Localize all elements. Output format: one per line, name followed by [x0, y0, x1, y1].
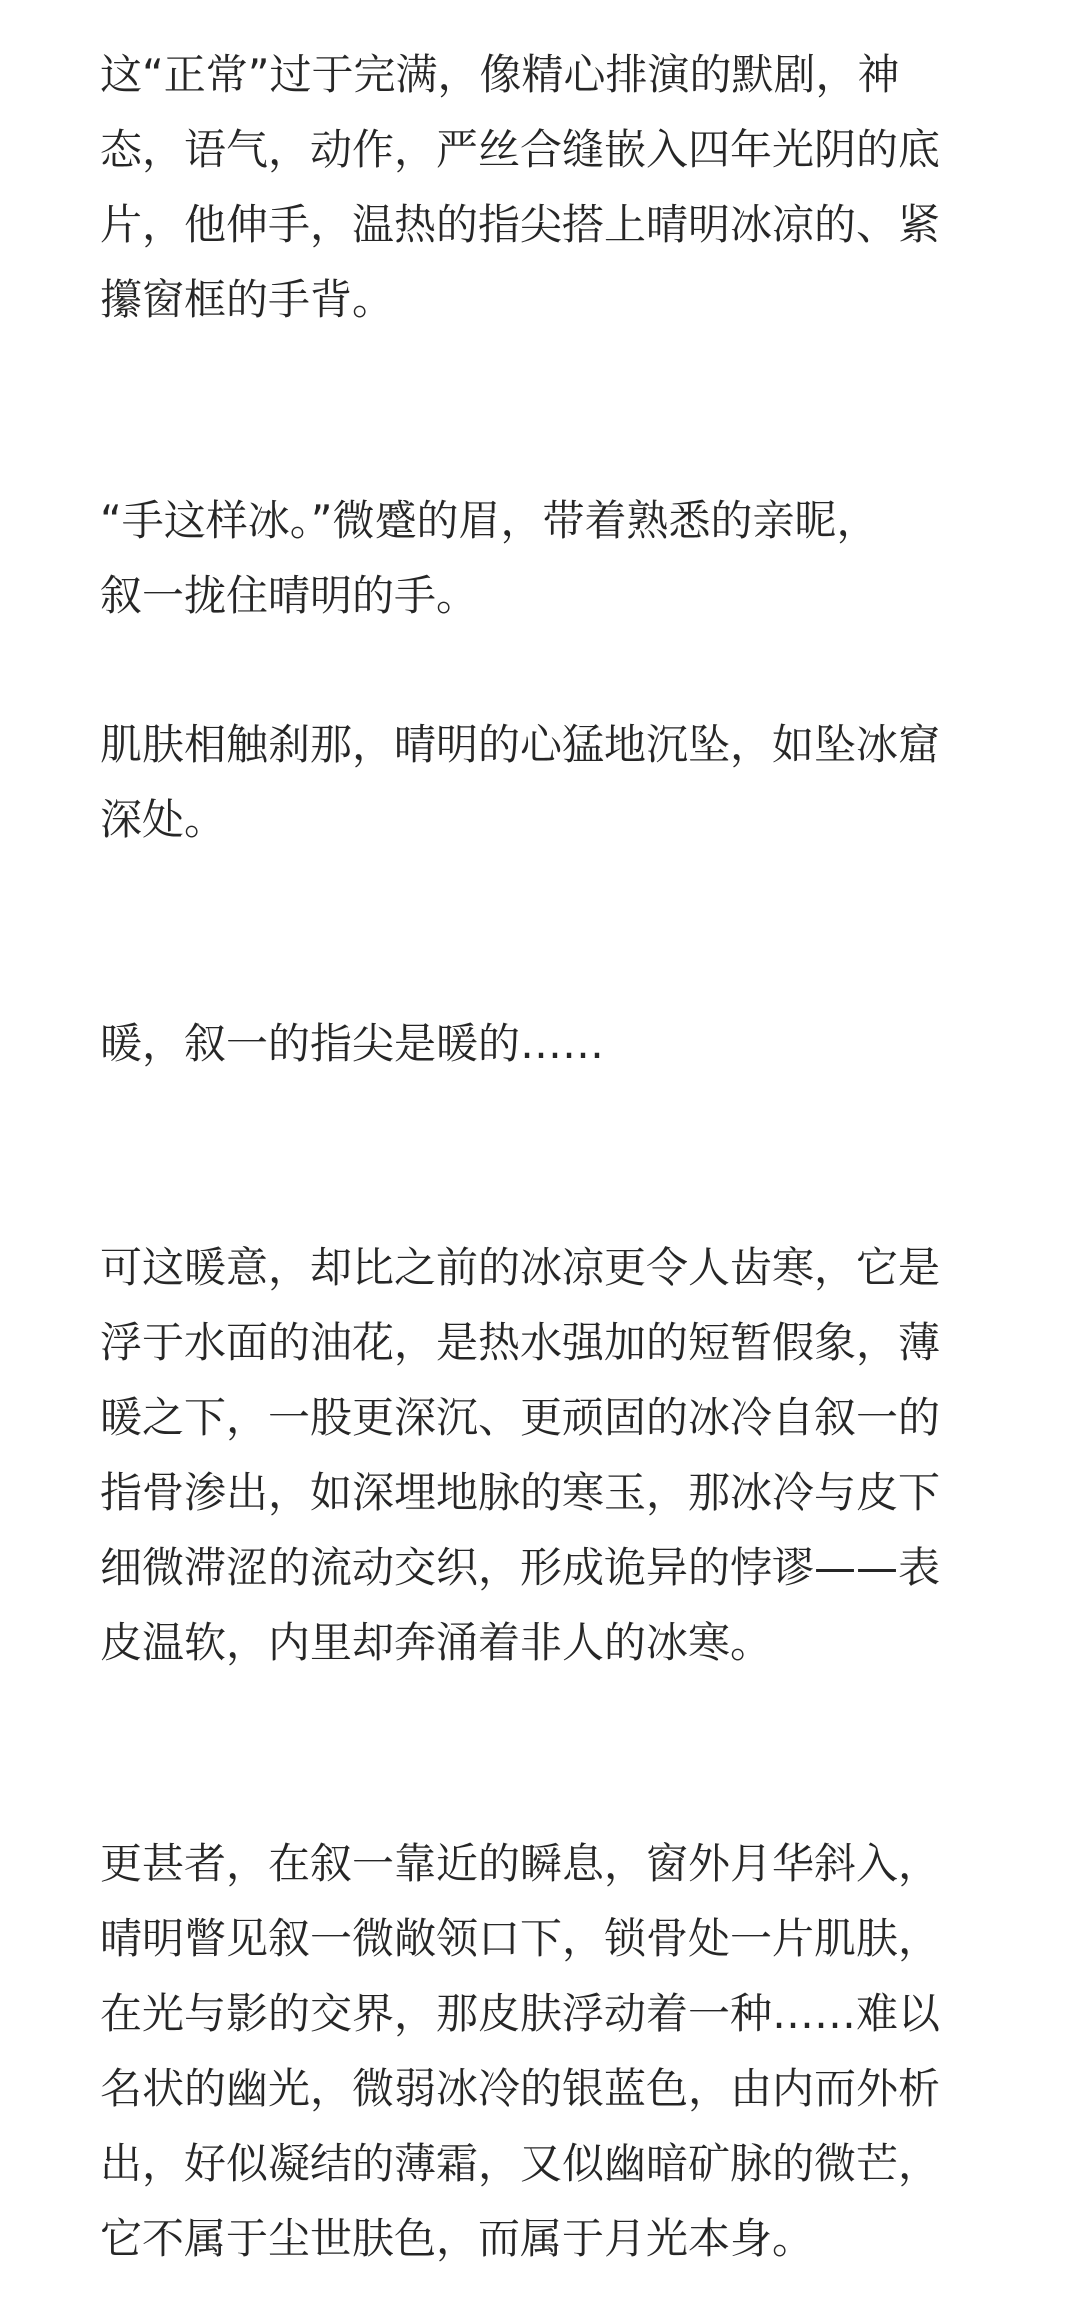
text-line: 可这暖意，却比之前的冰凉更令人齿寒，它是	[100, 1243, 941, 1292]
text-line: 暖之下，一股更深沉、更顽固的冰冷自叙一的	[100, 1393, 941, 1442]
text-line: 更甚者，在叙一靠近的瞬息，窗外月华斜入，	[100, 1839, 941, 1888]
text-line: 攥窗框的手背。	[100, 275, 395, 324]
paragraph-5	[100, 1230, 980, 1680]
paragraph-2	[100, 483, 980, 633]
paragraph-4	[100, 1006, 980, 1081]
paragraph-1	[100, 37, 980, 337]
text-line: 名状的幽光，微弱冰冷的银蓝色，由内而外析	[100, 2064, 941, 2113]
text-line: 出，好似凝结的薄霜，又似幽暗矿脉的微芒，	[100, 2139, 941, 2188]
text-line: 片，他伸手，温热的指尖搭上晴明冰凉的、紧	[100, 200, 941, 249]
text-line: 在光与影的交界，那皮肤浮动着一种……难以	[100, 1989, 941, 2038]
text-line: 深处。	[100, 795, 227, 844]
text-line: 暖，叙一的指尖是暖的……	[100, 1019, 605, 1068]
text-line: 晴明瞥见叙一微敞领口下，锁骨处一片肌肤，	[100, 1914, 941, 1963]
text-line: 叙一拢住晴明的手。	[100, 571, 479, 620]
text-line: 态，语气，动作，严丝合缝嵌入四年光阴的底	[100, 125, 941, 174]
paragraph-6	[100, 1826, 980, 2276]
text-line: 细微滞涩的流动交织，形成诡异的悖谬——表	[100, 1543, 941, 1592]
text-line: 浮于水面的油花，是热水强加的短暂假象，薄	[100, 1318, 941, 1367]
text-line: 皮温软，内里却奔涌着非人的冰寒。	[100, 1618, 773, 1667]
text-line: 肌肤相触刹那，晴明的心猛地沉坠，如坠冰窟	[100, 720, 941, 769]
text-line: 它不属于尘世肤色，而属于月光本身。	[100, 2214, 815, 2263]
text-line: 这“正常”过于完满，像精心排演的默剧，神	[100, 50, 900, 99]
text-line: 指骨渗出，如深埋地脉的寒玉，那冰冷与皮下	[100, 1468, 941, 1517]
text-line: “手这样冰。”微蹙的眉，带着熟悉的亲昵，	[100, 496, 879, 545]
paragraph-3	[100, 707, 980, 857]
